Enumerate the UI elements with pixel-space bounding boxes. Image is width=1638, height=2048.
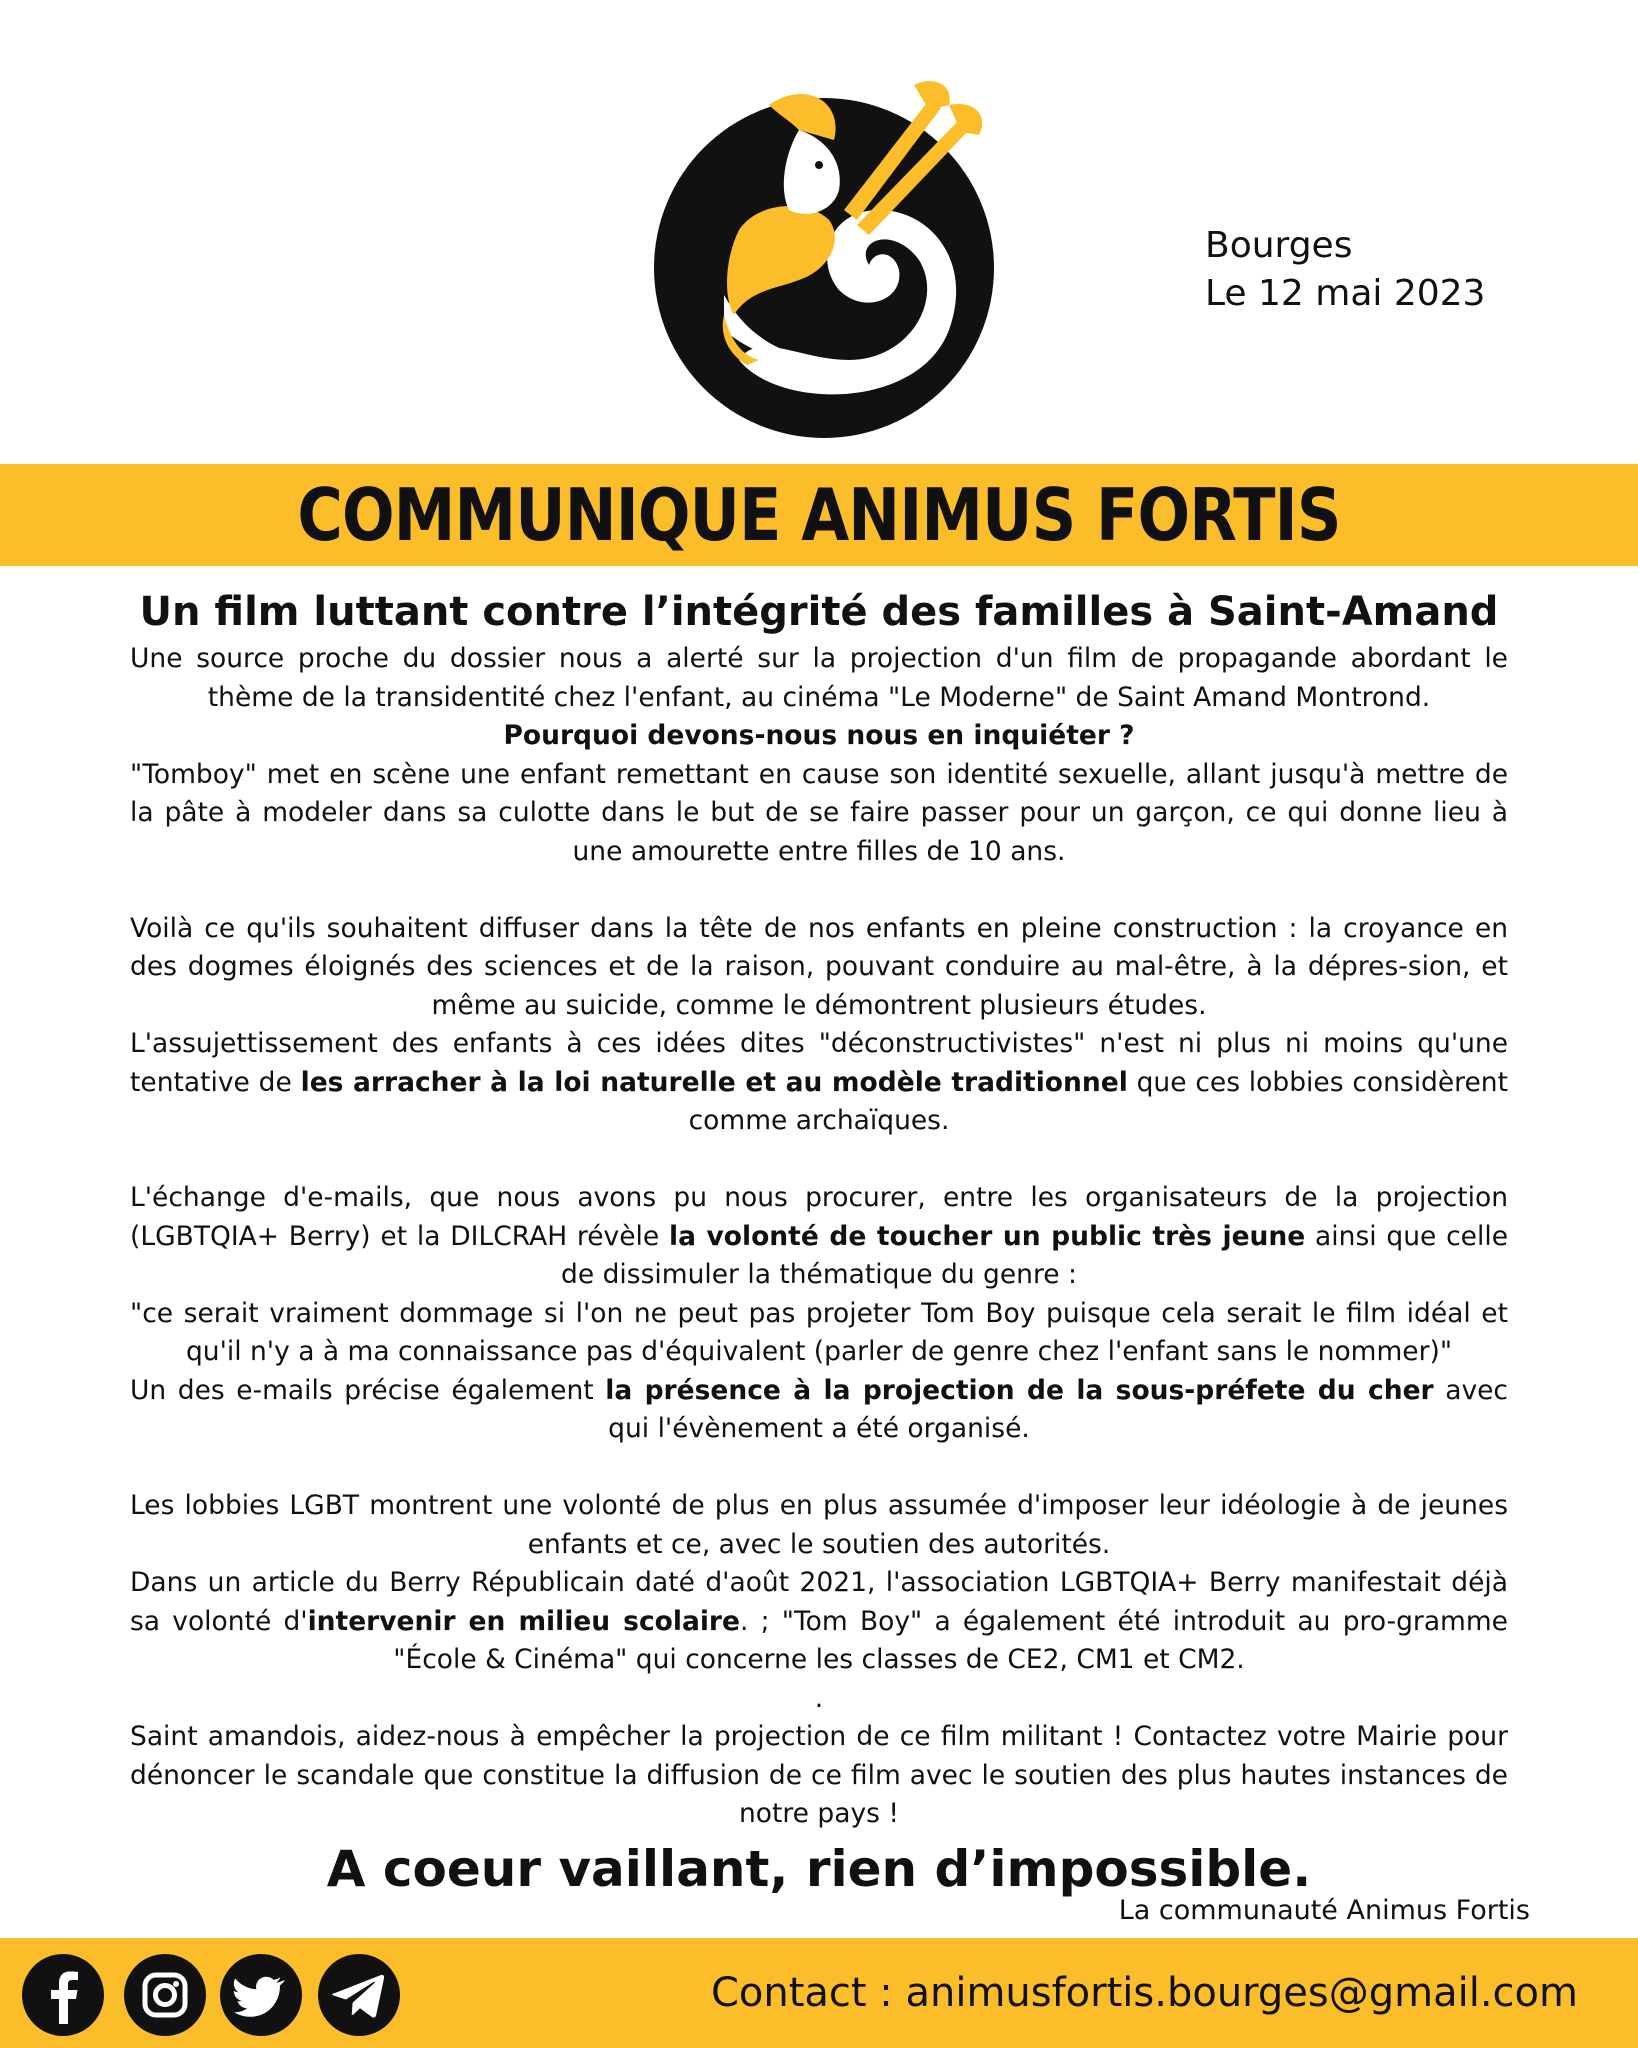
paragraph (130, 1372, 1508, 1449)
separator-dot: . (814, 1682, 824, 1714)
question-heading (130, 717, 1508, 756)
paragraph (130, 1564, 1508, 1680)
motto: A coeur vaillant, rien d’impossible. (326, 1840, 1312, 1898)
paragraph: "Tomboy" met en scène une enfant remettant en cause son identité sexuelle, allant jusqu'à mettre de la pâte à modeler dans sa culotte dans le but de se faire passer pour un garçon, ce qui donne lieu à une amourette entre filles de 10 ans. (130, 758, 1508, 867)
facebook-icon[interactable] (22, 1954, 104, 2036)
footer (0, 1938, 1638, 2048)
animus-fortis-logo (629, 60, 1029, 440)
article-body (130, 640, 1508, 1834)
telegram-icon[interactable] (318, 1954, 400, 2036)
bold-text: les arracher à la loi naturelle et au modèle traditionnel (300, 1066, 1128, 1098)
paragraph: Saint amandois, aidez-nous à empêcher la projection de ce film militant ! Contactez votre Mairie pour dénoncer le scandale que constitue la diffusion de ce film avec le soutien des plus hautes instances de notre pays ! (130, 1721, 1508, 1829)
paragraph (130, 1179, 1508, 1295)
quote: "ce serait vraiment dommage si l'on ne peut pas projeter Tom Boy puisque cela serait le film idéal et qu'il n'y a à ma connaissance pas d'équivalent (parler de genre chez l'enfant sans le nommer)" (130, 1297, 1508, 1367)
bold-text: la volonté de toucher un public très jeune (668, 1220, 1306, 1252)
date: Le 12 mai 2023 (1205, 273, 1486, 314)
question-text: Pourquoi devons-nous nous en inquiéter ? (503, 720, 1135, 751)
text: . ; "Tom Boy" a également été introduit au pro-gramme "École & Cinéma" qui concerne les classes de CE2, CM1 et CM2. (393, 1605, 1508, 1675)
contact-email[interactable]: Contact : animusfortis.bourges@gmail.com (710, 1970, 1578, 2016)
bold-text: intervenir en milieu scolaire (307, 1605, 740, 1637)
text: Dans un article du Berry Républicain daté d'août 2021, l'association LGBTQIA+ Berry manifestait déjà sa volonté d' (130, 1567, 1508, 1637)
article-subtitle: Un film luttant contre l’intégrité des familles à Saint-Amand (139, 589, 1499, 635)
text: que ces lobbies considèrent comme archaïques. (688, 1066, 1508, 1136)
paragraph: Une source proche du dossier nous a alerté sur la projection d'un film de propagande abordant le thème de la transidentité chez l'enfant, au cinéma "Le Moderne" de Saint Amand Montrond. (130, 643, 1508, 713)
paragraph: Les lobbies LGBT montrent une volonté de plus en plus assumée d'imposer leur idéologie à de jeunes enfants et ce, avec le soutien des autorités. (130, 1490, 1508, 1560)
paragraph: Voilà ce qu'ils souhaitent diffuser dans la tête de nos enfants en pleine construction : la croyance en des dogmes éloignés des sciences et de la raison, pouvant conduire au mal-être, à la dépres-sion, et même au suicide, comme le démontrent plusieurs études. (130, 912, 1508, 1021)
title-banner (0, 464, 1638, 566)
bold-text: la présence à la projection de la sous-préfete du cher (605, 1374, 1434, 1406)
text: Un des e-mails précise également (130, 1374, 606, 1406)
text: ainsi que celle de dissimuler la thématique du genre : (561, 1220, 1508, 1290)
location: Bourges (1205, 225, 1353, 266)
paragraph (130, 1025, 1508, 1141)
header-place-date (1205, 222, 1485, 318)
page-title: COMMUNIQUE ANIMUS FORTIS (297, 473, 1341, 557)
text: avec qui l'évènement a été organisé. (608, 1374, 1509, 1444)
text: L'assujettissement des enfants à ces idées dites "déconstructivistes" n'est ni plus ni moins qu'une tentative de (130, 1028, 1508, 1098)
signature: La communauté Animus Fortis (1118, 1895, 1530, 1926)
instagram-icon[interactable] (124, 1954, 206, 2036)
text: L'échange d'e-mails, que nous avons pu nous procurer, entre les organisateurs de la projection (LGBTQIA+ Berry) et la DILCRAH révèle (130, 1182, 1508, 1252)
twitter-icon[interactable] (220, 1954, 302, 2036)
